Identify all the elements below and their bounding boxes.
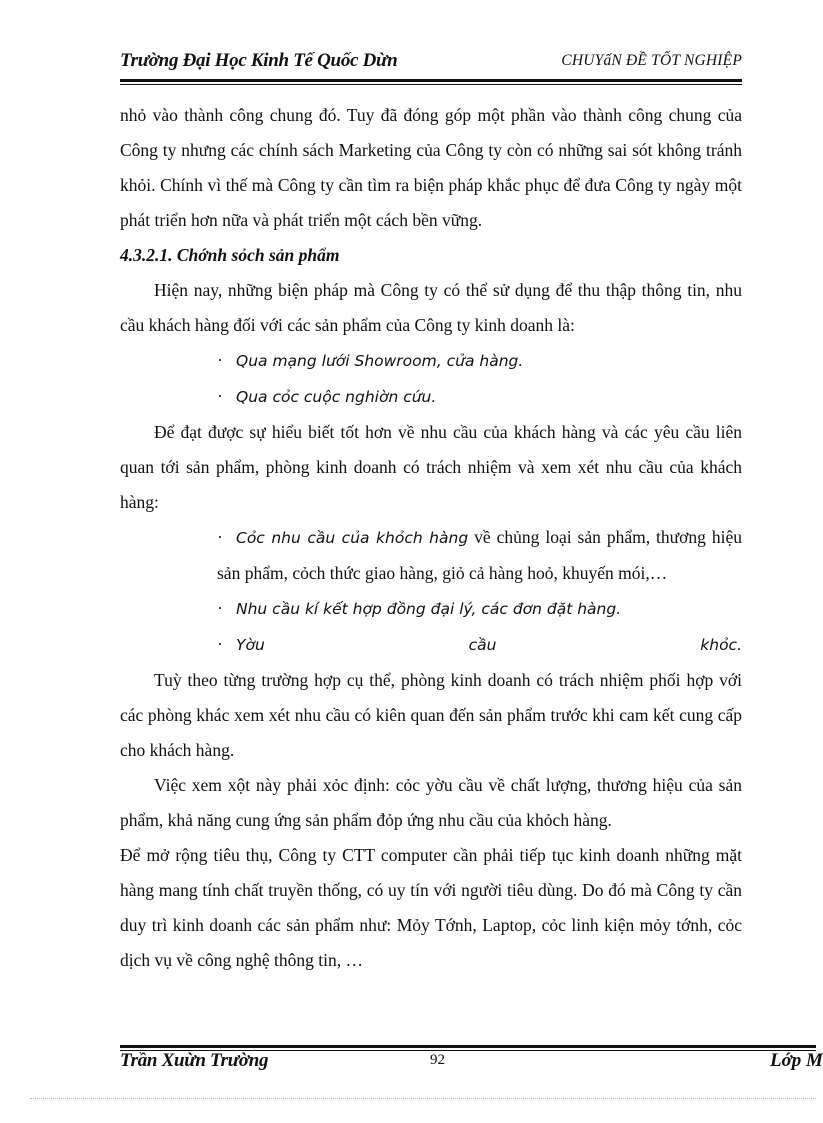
bullet-item <box>120 591 742 627</box>
paragraph-3: Để đạt được sự hiểu biết tốt hơn về nhu cầu của khách hàng và các yêu cầu liên quan tới sản phẩm, phòng kinh doanh có trách nhiệm và xem xét nhu cầu của khách hàng: <box>120 422 742 512</box>
bullet-text-italic: Cỏc nhu cầu của khỏch hàng <box>236 529 469 547</box>
bullet-dot: · <box>217 598 223 618</box>
bullet-text: Qua mạng lưới Showroom, cửa hàng. <box>236 352 524 370</box>
bullet-text: Qua cỏc cuộc nghiờn cứu. <box>236 388 437 406</box>
section-heading: 4.3.2.1. Chớnh sỏch sản phẩm <box>120 245 340 265</box>
bullet-dot: · <box>217 386 223 406</box>
bullet-dot: · <box>217 634 223 654</box>
bullet-word-2: cầu <box>468 636 497 654</box>
bullet-text-rest: về chủng loại sản phẩm, thương hiệu sản phẩm, cỏch thức giao hàng, giỏ cả hàng hoỏ, khuyến mói,… <box>217 527 742 583</box>
paragraph-5: Việc xem xột này phải xỏc định: cỏc yờu cầu về chất lượng, thương hiệu của sản phẩm, khả năng cung ứng sản phẩm đỏp ứng nhu cầu của khỏch hàng. <box>120 775 742 830</box>
body-text <box>120 98 742 978</box>
page-footer <box>120 1050 823 1076</box>
bullet-item-justified <box>120 627 742 663</box>
header-thesis-label: CHUYấN ĐỀ TỐT NGHIỆP <box>561 52 742 69</box>
bullet-word-1: Yờu <box>236 636 265 654</box>
footer-class: Lớp M <box>770 1050 823 1071</box>
bullet-dot: · <box>217 527 223 547</box>
header-rule-thin <box>120 84 742 85</box>
bullet-text: Nhu cầu kí kết hợp đồng đại lý, các đơn đặt hàng. <box>236 600 622 618</box>
footer-rule-thick <box>120 1045 816 1048</box>
header-university: Trường Đại Học Kinh Tế Quốc Dừn <box>120 50 398 71</box>
paragraph-1: nhỏ vào thành công chung đó. Tuy đã đóng góp một phần vào thành công chung của Công ty nhưng các chính sách Marketing của Công ty còn có những sai sót không tránh khỏi. Chính vì thế mà Công ty cần tìm ra biện pháp khắc phục để đưa Công ty ngày một phát triển hơn nữa và phát triển một cách bền vững. <box>120 105 742 230</box>
paragraph-2: Hiện nay, những biện pháp mà Công ty có thể sử dụng để thu thập thông tin, nhu cầu khách hàng đối với các sản phẩm của Công ty kinh doanh là: <box>120 280 742 335</box>
footer-author: Trần Xuừn Trường <box>120 1050 269 1071</box>
bullet-item <box>120 343 742 379</box>
bullet-item <box>120 379 742 415</box>
page-header <box>120 50 742 80</box>
bullet-word-3: khỏc. <box>700 636 742 654</box>
bottom-dotted-line <box>30 1098 816 1099</box>
bullet-word <box>217 627 265 663</box>
paragraph-6: Để mở rộng tiêu thụ, Công ty CTT computer cần phải tiếp tục kinh doanh những mặt hàng mang tính chất truyền thống, có uy tín với người tiêu dùng. Do đó mà Công ty cần duy trì kinh doanh các sản phẩm như: Mỏy Tớnh, Laptop, cỏc linh kiện mỏy tớnh, cỏc dịch vụ về công nghệ thông tin, … <box>120 845 742 970</box>
page-number: 92 <box>430 1052 445 1068</box>
bullet-item <box>120 520 742 591</box>
header-rule-thick <box>120 79 742 82</box>
paragraph-4: Tuỳ theo từng trường hợp cụ thể, phòng kinh doanh có trách nhiệm phối hợp với các phòng khác xem xét nhu cầu có kiên quan đến sản phẩm trước khi cam kết cung cấp cho khách hàng. <box>120 670 742 760</box>
bullet-dot: · <box>217 350 223 370</box>
